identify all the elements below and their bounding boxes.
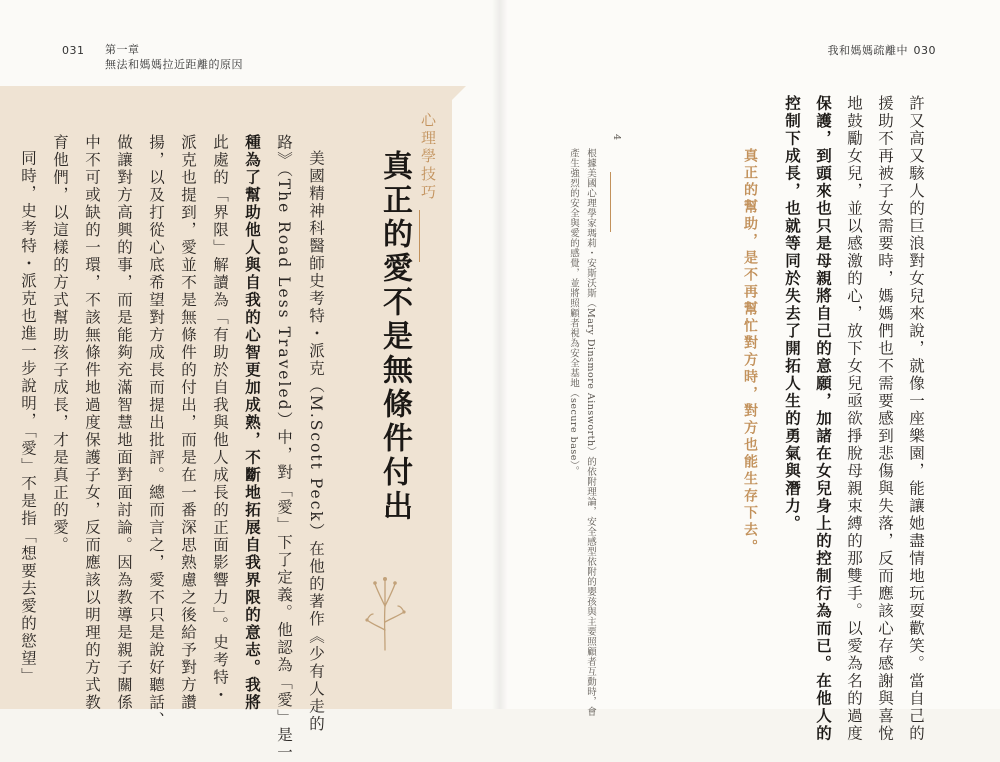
sidebar-paragraph-line: 派克也提到，愛並不是無條件的付出，而是在一番深思熟慮之後給予對方讚: [179, 134, 197, 712]
sidebar-paragraph-line: 路》（The Road Less Traveled）中，對「愛」下了定義。他認為「愛」是一: [275, 134, 293, 762]
body-paragraph-line: 地鼓勵女兒，並以感激的心，放下女兒亟欲掙脫母親束縛的那雙手。以愛為名的過度: [845, 95, 863, 743]
sidebar-paragraph-line: 美國精神科醫師史考特・派克（M.Scott Peck）在他的著作《少有人走的: [307, 150, 325, 733]
body-paragraph-line: 控制下成長，也就等同於失去了開拓人生的勇氣與潛力。: [783, 95, 802, 533]
chapter-label: 第一章: [105, 43, 140, 56]
right-page-number: 030: [913, 44, 936, 57]
sidebar-label-rule: [419, 210, 420, 262]
footnote-rule: [610, 172, 611, 232]
footnote-line: 產生強烈的安全與愛的感覺，並將照顧者視為安全基地（secure base）。: [568, 148, 579, 477]
right-running-header: 我和媽媽疏離中: [827, 44, 908, 57]
pull-quote: 真正的幫助，是不再幫忙對方時，對方也能生存下去。: [742, 148, 758, 556]
sidebar-paragraph-line: 此處的「界限」解讀為「有助於自我與他人成長的正面影響力」。史考特・: [211, 134, 229, 704]
sidebar-paragraph-line: 做讓對方高興的事，而是能夠充滿智慧地面對面討論。因為教導是親子關係: [115, 134, 133, 712]
dandelion-icon: [360, 574, 410, 652]
sidebar-paragraph-line: 種為了幫助他人與自我的心智更加成熟，不斷地拓展自我界限的意志。我將: [243, 134, 262, 712]
body-paragraph-line: 保護，到頭來也只是母親將自己的意願，加諸在女兒身上的控制行為而已。在他人的: [814, 95, 833, 743]
sidebar-paragraph-line: 同時，史考特・派克也進一步說明，「愛」不是指「想要去愛的慾望」: [19, 150, 37, 685]
sidebar-paragraph-line: 育他們，以這樣的方式幫助孩子成長，才是真正的愛。: [51, 134, 69, 554]
sidebar-paragraph-line: 中不可或缺的一環，不該無條件地過度保護子女，反而應該以明理的方式教: [83, 134, 101, 712]
left-page-number: 031: [62, 44, 85, 57]
body-paragraph-line: 援助不再被子女需要時，媽媽們也不需要感到悲傷與失落，反而應該心存感謝與喜悅: [876, 95, 894, 743]
body-paragraph-line: 許又高又駭人的巨浪對女兒來說，就像一座樂園，能讓她盡情地玩耍歡笑。當自己的: [907, 95, 925, 743]
sidebar-paragraph-line: 揚，以及打從心底希望對方成長而提出批評。總而言之，愛不只是說好聽話、: [147, 134, 165, 729]
sidebar-label: 心理學技巧: [419, 112, 437, 202]
footnote-line: 根據美國心理學家瑪莉・安斯沃斯（Mary Dinsmore Ainsworth）的依附理論，安全感型依附的嬰孩與主要照顧者互動時，會: [585, 148, 596, 717]
footnote-number: 4: [611, 134, 622, 141]
chapter-subtitle: 無法和媽媽拉近距離的原因: [105, 58, 243, 71]
sidebar-title: 真正的愛不是無條件付出: [377, 150, 412, 524]
book-gutter: [492, 0, 508, 709]
left-running-header: [105, 42, 243, 72]
